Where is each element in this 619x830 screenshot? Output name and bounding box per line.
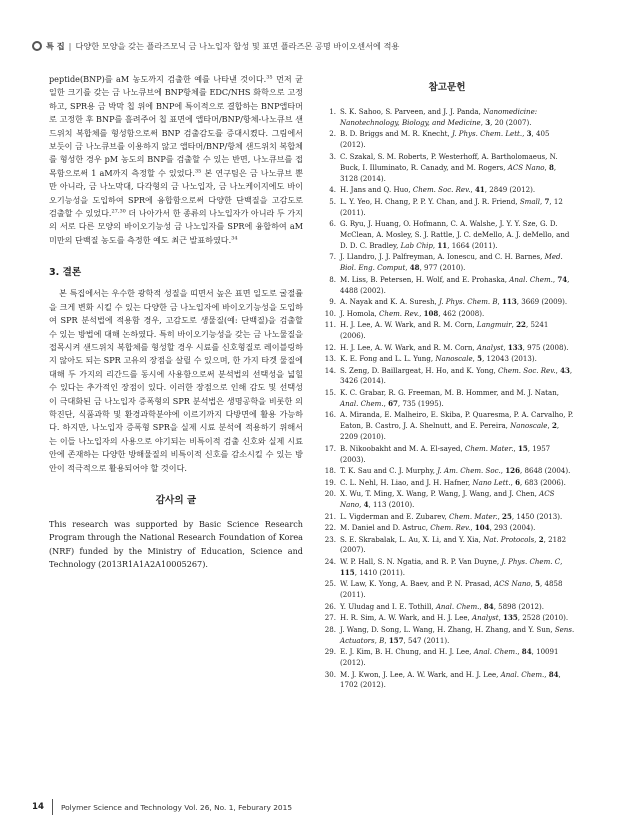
text-run: , xyxy=(384,635,389,645)
text-run: , xyxy=(540,196,545,206)
volume-number: 4 xyxy=(363,500,369,509)
volume-number: 126 xyxy=(505,466,520,476)
reference-item xyxy=(318,444,576,466)
text-run: , 20 (2007). xyxy=(490,117,532,127)
text-run: A. Nayak and K. A. Suresh, xyxy=(340,297,439,307)
journal-name: Chem. Mater. xyxy=(449,511,498,521)
volume-number: 5 xyxy=(535,579,541,589)
text-run: K. C. Grabar, R. G. Freeman, M. B. Hommer, and M. J. Natan, xyxy=(340,387,559,397)
reference-item xyxy=(318,625,576,647)
journal-name: Anal. Chem. xyxy=(340,398,384,408)
text-run: , xyxy=(530,579,536,589)
volume-number: 115 xyxy=(340,567,355,577)
journal-name: Nano Lett. xyxy=(472,477,511,487)
journal-name: Anal. Chem. xyxy=(500,669,545,679)
volume-number: 157 xyxy=(388,635,404,645)
conclusion-paragraph: 본 특집에서는 우수한 광학적 성질을 띠면서 높은 표면 일도로 굴절률을 크게 변화 시킬 수 있는 다양한 금 나노입자에 바이오기능성을 도입하여 SPR 분석법에 적용함 경우, 고감도로 생물질(예: 단백질)을 검출할 수 있는 방법에 대해 논하였다. 특히 바이오기능성을 갖는 금 나노물질을 접목시켜 샌드위치 복합체를 형성할 경우 시료를 신호형질로 레이블링하지 않아도 되는 SPR 고유의 장점을 살릴 수 있으며, 한 가지 타겟 물질에 대해 두 가지의 리간드를 동시에 사용함으로써 분석법의 선택성을 넓힐 수 있다는 추가적인 장점이 있다. 이러한 장점으로 인해 감도 및 선택성이 극대화된 금 나노입자 증폭형의 SPR 분석법은 생명공학을 비롯한 의학진단, 식품과학 및 환경과학분야에 이르기까지 다방면에 활용 가능하다. 하지만, 나노입자 증폭형 SPR을 실제 시료 분석에 적용하기 위해서는 이들 나노입자의 사용으로 야기되는 비특이적 검출 신호와 실제 시료 안에 존재하는 다양한 방해물질의 비특이적 신호를 감소시킬 수 있는 방안이 적극적으로 활용되어야 할 것이다. xyxy=(49,288,303,473)
text-run: , 462 (2008). xyxy=(438,308,485,318)
circle-bullet-icon xyxy=(32,41,42,51)
volume-number: 5 xyxy=(477,354,483,364)
reference-number: 21. xyxy=(324,511,336,521)
text-run: C. Szakal, S. M. Roberts, P. Westerhoff, A. Bartholomaeus, N. Buck, I. Illuminato, R. Canady, and M. Rogers, xyxy=(340,151,558,172)
reference-item xyxy=(318,354,576,365)
text-run: 본 연구팀은 금 나노큐브 뿐만 아니라, 금 나노막대, 다각형의 금 나노입자, 금 나노케이지에도 바이오기능성을 도입하여 SPR에 융합함으로써 다양한 단백질을 고감도로 검출할 수 있었다. xyxy=(49,167,303,219)
journal-name: Med. Biol. Eng. Comput xyxy=(340,252,563,273)
reference-number: 19. xyxy=(324,477,336,487)
reference-number: 12. xyxy=(324,342,336,352)
text-run: , xyxy=(405,263,410,273)
reference-item xyxy=(318,489,576,511)
text-run: , xyxy=(497,511,503,521)
header-section-label: 특 집 xyxy=(46,40,65,51)
page-number: 14 xyxy=(32,802,44,812)
reference-item xyxy=(318,129,576,151)
journal-name: J. Am. Chem. Soc. xyxy=(437,466,501,476)
volume-number: 2 xyxy=(538,534,544,544)
reference-number: 9. xyxy=(329,297,336,307)
volume-number: 48 xyxy=(409,263,420,273)
text-run: , 113 (2010). xyxy=(368,500,415,509)
reference-number: 15. xyxy=(324,387,336,397)
volume-number: 43 xyxy=(560,365,570,375)
volume-number: 84 xyxy=(521,647,532,657)
text-run: , xyxy=(383,398,389,408)
text-run: X. Wu, T. Ming, X. Wang, P. Wang, J. Wang, and J. Chen, xyxy=(340,489,540,499)
reference-number: 13. xyxy=(324,354,336,364)
reference-number: 17. xyxy=(324,443,336,453)
reference-item xyxy=(318,343,576,354)
reference-number: 8. xyxy=(329,274,336,284)
text-run: , 2182 (2007). xyxy=(340,534,567,555)
text-run: H. Jans and Q. Huo, xyxy=(340,185,413,195)
volume-number: 135 xyxy=(503,613,518,623)
journal-name: Chem. Rev. xyxy=(379,308,420,318)
reference-number: 25. xyxy=(324,579,336,589)
volume-number: 108 xyxy=(423,308,439,318)
volume-number: 2 xyxy=(551,421,557,431)
text-run: , 2209 (2010). xyxy=(340,421,560,442)
text-run: G. Ryu, J. Huang, O. Hofmann, C. A. Walshe, J. Y. Y. Sze, G. D. McClean, A. Mosley, S. J. Rattle, J. C. deMello, A. J. deMello, and D. D. C. Bradley, xyxy=(340,219,570,250)
text-run: , xyxy=(503,342,508,352)
reference-number: 5. xyxy=(329,196,336,206)
journal-name: Chem. Rev. xyxy=(430,523,471,532)
text-run: , xyxy=(555,365,561,375)
reference-number: 30. xyxy=(324,669,336,679)
acknowledgment-heading: 감사의 글 xyxy=(155,494,197,506)
reference-number: 26. xyxy=(324,601,336,611)
text-run: A. Miranda, E. Malheiro, E. Skiba, P. Quaresma, P. A. Carvalho, P. Eaton, B. Castro, J. A. Shelnutt, and E. Pereira, xyxy=(340,410,574,431)
text-run: J. Llandro, J. J. Palfreyman, A. Ionescu, and C. H. Barnes, xyxy=(340,252,545,262)
text-run: , xyxy=(522,129,527,139)
header-title: 다양한 모양을 갖는 플라즈모닉 금 나노입자 합성 및 표면 플라즈몬 공명 바이오센서에 적용 xyxy=(75,40,400,51)
text-run: S. E. Skrabalak, L. Au, X. Li, and Y. Xia, xyxy=(340,534,484,544)
reference-number: 4. xyxy=(329,185,336,195)
text-run: , xyxy=(498,613,504,623)
volume-number: 8 xyxy=(548,162,554,172)
text-run: J. Homola, xyxy=(340,308,380,318)
reference-item xyxy=(318,197,576,219)
journal-name: ACS Nano xyxy=(507,162,545,172)
text-run: E. J. Kim, B. H. Chung, and H. J. Lee, xyxy=(340,647,474,657)
text-run: , xyxy=(480,117,486,127)
text-run: , xyxy=(510,477,516,487)
journal-name: ACS Nano xyxy=(340,489,555,509)
reference-item xyxy=(318,252,576,274)
text-run: 먼저 균일한 크기를 갖는 금 나노큐브에 BNP항체를 EDC/NHS 화학으로 고정하고, SPR용 금 박막 칩 위에 BNP에 특이적으로 결합하는 BNP앱타머로 고정한 후 BNP를 흘려주어 칩 표면에 앱타머/BNP/항체-나노큐브 샌드위치 복합체를 형성함으로써 BNP 검출감도를 증대시켰다. 그림에서 보듯이 금 나노큐브를 이용하지 않고 앱타머/BNP/항체 샌드위치 복합체를 형성한 경우 pM 농도의 BNP를 검출할 수 있는 반면, 나노큐브를 접목함으로써 1 aM까지 측정할 수 있었다. xyxy=(49,74,303,178)
volume-number: 22 xyxy=(516,320,526,330)
volume-number: 41 xyxy=(474,185,485,195)
text-run: , 12043 (2013). xyxy=(482,354,537,364)
volume-number: 74 xyxy=(557,274,568,284)
reference-number: 28. xyxy=(324,624,336,634)
reference-item xyxy=(318,297,576,308)
text-run: , xyxy=(513,443,518,453)
text-run: , 977 (2010). xyxy=(419,263,466,273)
text-run: , xyxy=(470,523,475,532)
journal-name: J. Phys. Chem. B xyxy=(438,297,498,307)
reference-item xyxy=(318,523,576,534)
journal-name: ACS Nano xyxy=(493,579,531,589)
reference-number: 18. xyxy=(324,466,336,476)
text-run: , xyxy=(517,647,522,657)
citation-superscript: 34 xyxy=(231,235,238,242)
reference-number: 3. xyxy=(329,151,336,161)
text-run: , 683 (2006). xyxy=(520,477,566,487)
text-run: B. Nikoobakht and M. A. El-sayed, xyxy=(340,443,465,453)
journal-name: Analyst xyxy=(476,342,504,352)
text-run: , 5898 (2012). xyxy=(493,601,545,611)
acknowledgment-text: This research was supported by Basic Science Research Program through the National Research Foundation of Korea (NRF) funded by the Ministry of Education, Science and Technology (2013R1A1A2A10005267). xyxy=(49,518,303,570)
text-run: , xyxy=(511,320,517,330)
reference-number: 6. xyxy=(329,219,336,229)
volume-number: 67 xyxy=(388,398,398,408)
reference-item xyxy=(318,185,576,196)
text-run: , 293 (2004). xyxy=(489,523,536,532)
reference-number: 27. xyxy=(324,613,336,623)
text-run: peptide(BNP)를 aM 농도까지 검출한 예를 나타낸 것이다. xyxy=(49,74,267,84)
journal-name: Chem. Soc. Rev. xyxy=(497,365,556,375)
reference-number: 29. xyxy=(324,647,336,657)
text-run: , xyxy=(552,274,558,284)
citation-superscript: 35 xyxy=(266,74,273,81)
reference-item xyxy=(318,388,576,410)
text-run: K. E. Fong and L. L. Yung, xyxy=(340,354,436,364)
reference-number: 22. xyxy=(324,523,336,532)
journal-name: Small xyxy=(519,196,541,206)
text-run: M. Daniel and D. Astruc, xyxy=(340,523,431,532)
volume-number: 3 xyxy=(526,129,532,139)
journal-name: Anal. Chem. xyxy=(435,601,480,611)
journal-name: J. Phys. Chem. C xyxy=(501,556,561,566)
text-run: , xyxy=(497,297,503,307)
right-column xyxy=(318,73,576,692)
reference-number: 10. xyxy=(324,308,336,318)
journal-name: Anal. Chem. xyxy=(509,274,553,284)
reference-item xyxy=(318,366,576,388)
text-run: , 3426 (2014). xyxy=(340,365,573,386)
journal-name: Nanoscale xyxy=(510,421,548,431)
journal-name: Nanomedicine: Nanotechnology, Biology, and Medicine xyxy=(340,107,538,127)
reference-item xyxy=(318,275,576,297)
reference-number: 14. xyxy=(324,365,336,375)
text-run: , xyxy=(500,466,506,476)
running-header xyxy=(32,39,592,53)
text-run: , 735 (1995). xyxy=(397,398,444,408)
reference-item xyxy=(318,219,576,252)
citation-superscript: 35 xyxy=(194,168,202,175)
text-run: , 1664 (2011). xyxy=(447,240,498,250)
journal-name: Lab Chip xyxy=(400,240,433,250)
volume-number: 84 xyxy=(483,601,494,611)
text-run: M. J. Kwon, J. Lee, A. W. Wark, and H. J. Lee, xyxy=(340,669,501,679)
text-run: 더 나아가서 한 종류의 나노입자가 아니라 두 가지의 서로 다른 모양의 바이오기능성 금 나노입자를 SPR에 융합하여 aM 미만의 단백질 농도를 측정한 예도 최근 발표하였다. xyxy=(49,208,303,245)
reference-item xyxy=(318,535,576,557)
reference-number: 11. xyxy=(324,320,336,330)
text-run: , xyxy=(359,500,364,509)
text-run: , xyxy=(419,308,424,318)
text-run: J. Wang, D. Song, L. Wang, H. Zhang, H. Zhang, and Y. Sun, xyxy=(340,624,555,634)
conclusion-heading: 3. 결론 xyxy=(49,267,82,279)
journal-name: Anal. Chem. xyxy=(473,647,518,657)
text-run: , 2528 (2010). xyxy=(517,613,569,623)
reference-list xyxy=(318,107,576,691)
text-run: , 12 (2011). xyxy=(340,196,563,217)
reference-item xyxy=(318,107,576,129)
text-run: , 3669 (2009). xyxy=(516,297,568,307)
volume-number: 3 xyxy=(485,117,491,127)
reference-number: 24. xyxy=(324,556,336,566)
reference-number: 16. xyxy=(324,410,336,420)
text-run: , xyxy=(534,534,539,544)
reference-number: 7. xyxy=(329,252,336,262)
text-run: S. Zeng, D. Baillargeat, H. Ho, and K. Yong, xyxy=(340,365,498,375)
text-run: , 405 (2012). xyxy=(340,129,550,150)
journal-name: Chem. Mater. xyxy=(464,443,514,453)
journal-name: Nat. Protocols xyxy=(483,534,535,544)
reference-item xyxy=(318,613,576,624)
text-run: , 10091 (2012). xyxy=(340,647,559,668)
reference-item xyxy=(318,557,576,579)
volume-number: 84 xyxy=(548,669,559,679)
references-heading: 참고문헌 xyxy=(428,82,466,93)
volume-number: 133 xyxy=(507,342,523,352)
reference-item xyxy=(318,579,576,601)
text-run: , xyxy=(432,240,438,250)
journal-name: Analyst xyxy=(472,613,499,623)
text-run: , 1410 (2011). xyxy=(354,567,406,577)
text-run: , xyxy=(479,601,484,611)
reference-item xyxy=(318,670,576,692)
left-column xyxy=(49,73,303,572)
text-run: H. J. Lee, A. W. Wark, and R. M. Corn, xyxy=(340,320,477,330)
text-run: , 4858 (2011). xyxy=(340,579,563,600)
reference-item xyxy=(318,602,576,613)
reference-item xyxy=(318,309,576,320)
journal-name: Nanoscale xyxy=(435,354,473,364)
volume-number: 6 xyxy=(515,477,521,487)
text-run: W. P. Hall, S. N. Ngatia, and R. P. Van Duyne, xyxy=(340,556,502,566)
text-run: L. Vigderman and E. Zubarev, xyxy=(340,511,450,521)
text-run: L. Y. Yeo, H. Chang, P. P. Y. Chan, and J. R. Friend, xyxy=(340,196,520,206)
footer-divider xyxy=(52,799,53,815)
text-run: , 8648 (2004). xyxy=(520,466,571,476)
text-run: C. L. Nehl, H. Liao, and J. H. Hafner, xyxy=(340,477,473,487)
text-run: , xyxy=(547,421,552,431)
volume-number: 15 xyxy=(517,443,528,453)
text-run: , 1450 (2013). xyxy=(511,511,563,521)
text-run: , xyxy=(560,556,563,566)
volume-number: 104 xyxy=(474,523,490,532)
text-run: , xyxy=(472,354,478,364)
text-run: , 3128 (2014). xyxy=(340,162,557,183)
text-run: , xyxy=(544,669,549,679)
volume-number: 11 xyxy=(437,240,448,250)
text-run: , 5241 (2006). xyxy=(340,320,549,341)
volume-number: 113 xyxy=(502,297,517,307)
header-separator: | xyxy=(68,41,72,51)
volume-number: 25 xyxy=(502,511,512,521)
volume-number: 7 xyxy=(544,196,550,206)
reference-item xyxy=(318,320,576,342)
reference-number: 2. xyxy=(329,129,336,139)
reference-number: 23. xyxy=(324,534,336,544)
reference-item xyxy=(318,152,576,185)
text-run: B. D. Briggs and M. R. Knecht, xyxy=(340,129,452,139)
text-run: , 1957 (2003). xyxy=(340,443,551,464)
text-run: , 4488 (2002). xyxy=(340,274,570,295)
text-run: Y. Uludag and I. E. Tothill, xyxy=(340,601,436,611)
journal-name: Chem. Soc. Rev. xyxy=(412,185,471,195)
text-run: , 547 (2011). xyxy=(403,635,450,645)
reference-number: 1. xyxy=(329,107,336,116)
body-paragraph-1 xyxy=(49,73,303,247)
reference-item xyxy=(318,512,576,523)
page-footer xyxy=(32,799,292,815)
text-run: W. Law, K. Yong, A. Baev, and P. N. Prasad, xyxy=(340,579,494,589)
citation-superscript: 27,30 xyxy=(111,208,126,215)
text-run: H. J. Lee, A. W. Wark, and R. M. Corn, xyxy=(340,342,477,352)
text-run: , xyxy=(470,185,475,195)
journal-name: J. Phys. Chem. Lett. xyxy=(451,129,523,139)
reference-item xyxy=(318,410,576,443)
journal-name: Langmuir xyxy=(476,320,512,330)
reference-item xyxy=(318,466,576,477)
reference-number: 20. xyxy=(324,489,336,499)
text-run: T. K. Sau and C. J. Murphy, xyxy=(340,466,438,476)
text-run: , 975 (2008). xyxy=(522,342,569,352)
reference-item xyxy=(318,647,576,669)
text-run: M. Liss, B. Petersen, H. Wolf, and E. Prohaska, xyxy=(340,274,510,284)
text-run: , xyxy=(544,162,549,172)
text-run: , 1702 (2012). xyxy=(340,669,561,690)
journal-name: Sens. Actuators, B xyxy=(340,624,575,645)
text-run: S. K. Sahoo, S. Parveen, and J. J. Panda, xyxy=(340,107,484,116)
text-run: , 2849 (2012). xyxy=(484,185,536,195)
reference-item xyxy=(318,478,576,489)
journal-citation: Polymer Science and Technology Vol. 26, No. 1, Feburary 2015 xyxy=(60,802,293,812)
text-run: H. R. Sim, A. W. Wark, and H. J. Lee, xyxy=(340,613,473,623)
